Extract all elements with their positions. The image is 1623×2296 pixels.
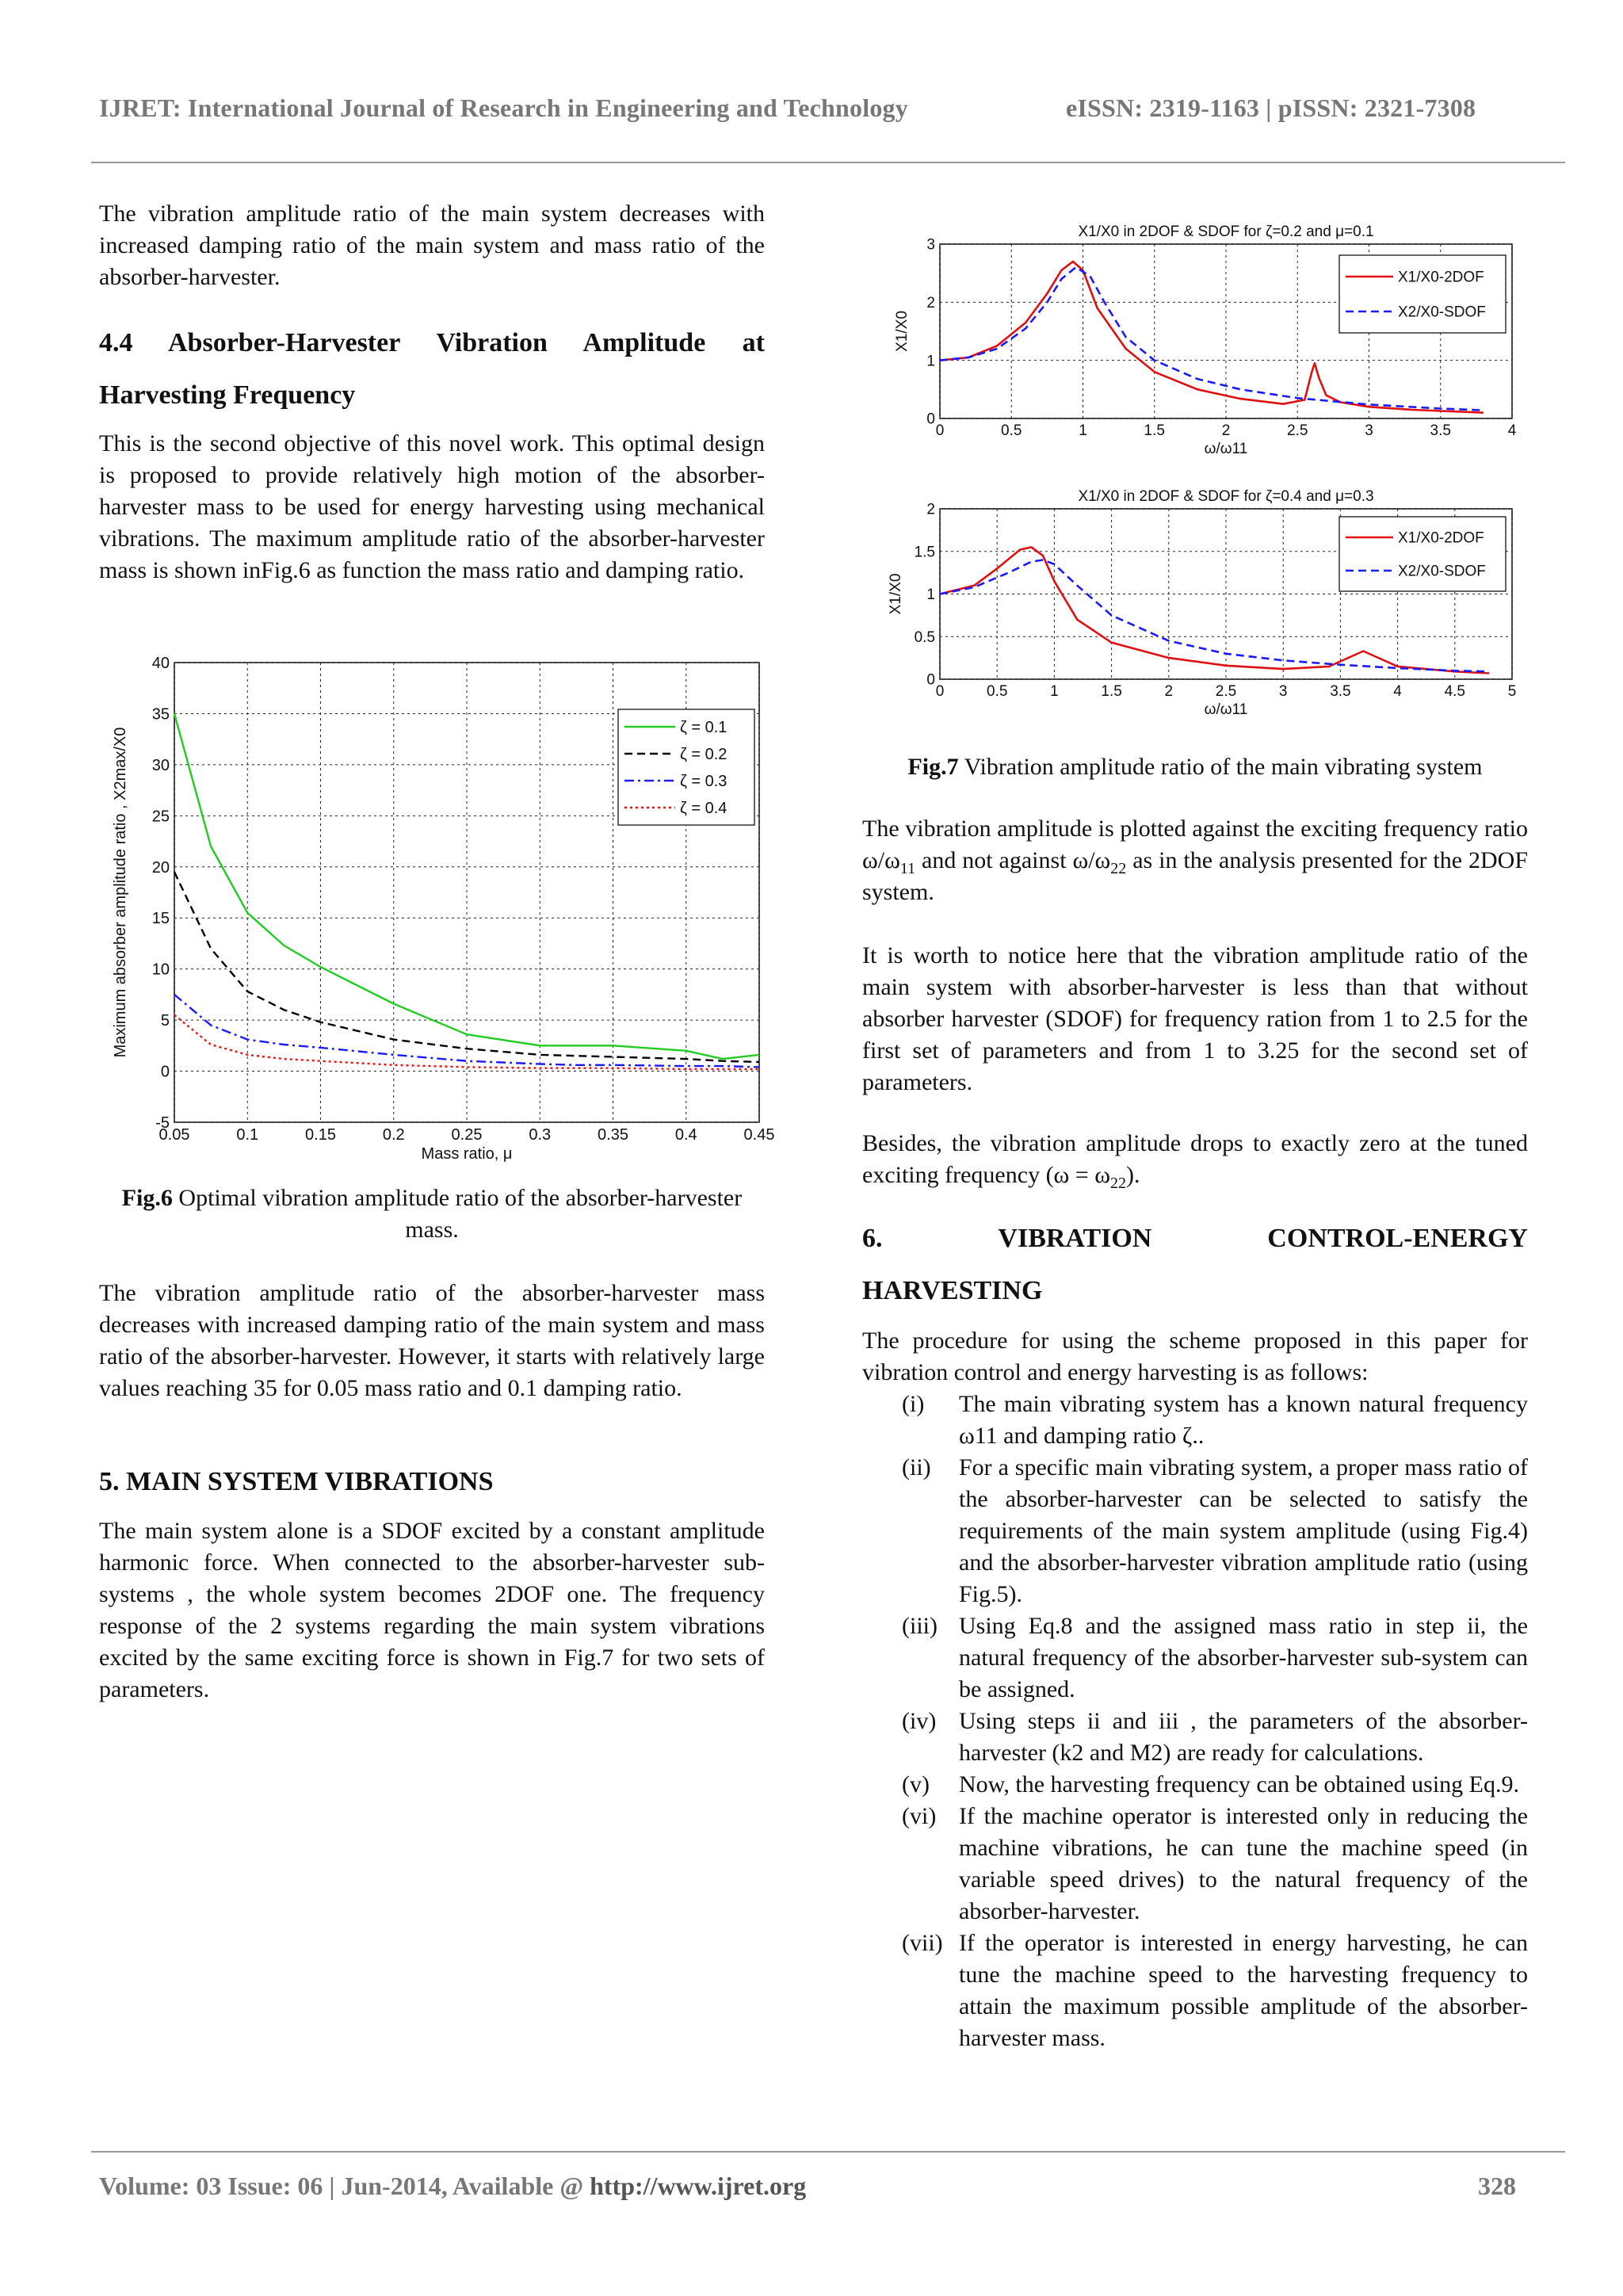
- y-axis-label: X1/X0: [894, 311, 911, 352]
- y-tick-label: 2: [926, 501, 935, 518]
- y-tick-label: 40: [151, 655, 170, 672]
- intro-paragraph: The vibration amplitude ratio of the main system decreases with increased damping ratio of the main system and mass ratio of the absorber-harvester.: [99, 201, 765, 290]
- step-number: (ii): [902, 1454, 931, 1480]
- procedure-step: [862, 1769, 1528, 1801]
- step-text: Using steps ii and iii , the parameters of the absorber-harvester (k2 and M2) are ready for calculations.: [959, 1708, 1528, 1766]
- issn: eISSN: 2319-1163 | pISSN: 2321-7308: [1066, 94, 1476, 122]
- y-tick-label: 0: [160, 1063, 170, 1081]
- x-tick-label: 0.3: [529, 1126, 552, 1144]
- fig7a-chart: [872, 212, 1537, 478]
- x-tick-label: 4.5: [1444, 683, 1466, 700]
- fig7-label: Fig.7: [907, 754, 959, 780]
- x-tick-label: 1: [1079, 422, 1087, 439]
- legend-label: ζ = 0.4: [680, 800, 727, 817]
- page-number: 328: [1478, 2172, 1516, 2200]
- section-6-word2: CONTROL-ENERGY: [1267, 1224, 1528, 1253]
- x-tick-label: 0.5: [986, 683, 1008, 700]
- x-tick-label: 1.5: [1101, 683, 1122, 700]
- x-tick-label: 2.5: [1287, 422, 1308, 439]
- p3-b: ).: [1125, 1162, 1140, 1188]
- legend-box: [1339, 255, 1506, 333]
- p1-a: The vibration amplitude is plotted against the exciting frequency ratio ω/ω: [862, 816, 1528, 873]
- section-6-num: 6.: [862, 1224, 883, 1253]
- x-tick-label: 2: [1164, 683, 1174, 700]
- x-tick-label: 0.1: [236, 1126, 259, 1144]
- chart-title: X1/X0 in 2DOF & SDOF for ζ=0.4 and μ=0.3: [1078, 488, 1374, 505]
- procedure-step: [862, 1452, 1528, 1610]
- y-tick-label: 1: [926, 353, 935, 370]
- x-tick-label: 0.2: [382, 1126, 405, 1144]
- p1-b: and not against ω/ω: [915, 847, 1111, 873]
- step-number: (i): [902, 1391, 925, 1417]
- right-paragraph-3: [862, 1128, 1528, 1191]
- step-number: (iii): [902, 1613, 938, 1639]
- procedure-step: [862, 1610, 1528, 1706]
- y-tick-label: 1: [926, 586, 935, 604]
- header-rule: [91, 162, 1565, 163]
- x-tick-label: 0: [935, 422, 945, 439]
- procedure-step: [862, 1389, 1528, 1452]
- fig7b-chart: [872, 476, 1537, 745]
- fig7-caption-text: Vibration amplitude ratio of the main vibrating system: [958, 754, 1483, 780]
- y-tick-label: 0.5: [914, 628, 935, 646]
- right-paragraph-2: It is worth to notice here that the vibration amplitude ratio of the main system with absorber-harvester is less than that without absorber harvester (SDOF) for frequency ration from 1 to 2.5 for the first set of parameters and from 1 to 3.25 for the second set of parameters.: [862, 942, 1528, 1095]
- procedure-step: [862, 1706, 1528, 1769]
- x-tick-label: 2: [1221, 422, 1231, 439]
- section-6-heading-line2: HARVESTING: [862, 1276, 1043, 1305]
- footer-volume: [99, 2172, 806, 2201]
- step-text: If the machine operator is interested only in reducing the machine vibrations, he can tune the machine speed (in variable speed drives) to the natural frequency of the absorber-harvester.: [959, 1803, 1528, 1924]
- section-6-intro: The procedure for using the scheme proposed in this paper for vibration control and energy harvesting is as follows:: [862, 1328, 1528, 1385]
- x-tick-label: 1.5: [1144, 422, 1165, 439]
- y-tick-label: 3: [926, 236, 935, 254]
- section-6-heading-line1: [862, 1213, 1528, 1265]
- legend-label: ζ = 0.2: [680, 746, 727, 763]
- y-tick-label: 10: [151, 961, 170, 979]
- x-tick-label: 0.4: [674, 1126, 697, 1144]
- step-number: (v): [902, 1771, 930, 1797]
- legend-label: X1/X0-2DOF: [1398, 529, 1484, 547]
- x-tick-label: 3.5: [1330, 683, 1351, 700]
- section-5-heading: 5. MAIN SYSTEM VIBRATIONS: [99, 1467, 494, 1496]
- after-fig6-paragraph: The vibration amplitude ratio of the absorber-harvester mass decreases with increased damping ratio of the main system and mass ratio of the absorber-harvester. However, it starts with relatively large values reaching 35 for 0.05 mass ratio and 0.1 damping ratio.: [99, 1280, 765, 1401]
- y-axis-label: X1/X0: [888, 573, 904, 615]
- y-tick-label: 30: [151, 756, 170, 774]
- chart-title: X1/X0 in 2DOF & SDOF for ζ=0.2 and μ=0.1: [1078, 223, 1374, 240]
- y-tick-label: 1.5: [914, 544, 935, 561]
- y-axis-label: Maximum absorber amplitude ratio , X2max/X0: [112, 727, 129, 1058]
- x-axis-label: ω/ω11: [1204, 701, 1248, 718]
- x-tick-label: 0.15: [305, 1126, 336, 1144]
- x-tick-label: 0.5: [1001, 422, 1022, 439]
- y-tick-label: 25: [151, 808, 170, 826]
- x-tick-label: 0.35: [598, 1126, 628, 1144]
- p3-a: Besides, the vibration amplitude drops to exactly zero at the tuned exciting frequency (ω = ω: [862, 1130, 1528, 1188]
- x-tick-label: 5: [1507, 683, 1517, 700]
- y-tick-label: 0: [926, 671, 935, 689]
- x-tick-label: 3.5: [1430, 422, 1451, 439]
- legend-label: X2/X0-SDOF: [1398, 304, 1486, 321]
- section-5-paragraph: The main system alone is a SDOF excited by a constant amplitude harmonic force. When connected to the absorber-harvester sub-systems , the whole system becomes 2DOF one. The frequency response of the 2 systems regarding the main system vibrations excited by the same exciting force is shown in Fig.7 for two sets of parameters.: [99, 1518, 765, 1702]
- x-tick-label: 0.05: [158, 1126, 190, 1144]
- fig7-caption: [862, 751, 1528, 783]
- p1-sub-11: 11: [899, 860, 916, 877]
- y-tick-label: 0: [926, 411, 935, 428]
- x-tick-label: 4: [1393, 683, 1402, 700]
- x-tick-label: 1: [1050, 683, 1059, 700]
- journal-title: IJRET: International Journal of Research in Engineering and Technology: [99, 94, 908, 122]
- step-text: If the operator is interested in energy harvesting, he can tune the machine speed to the harvesting frequency to attain the maximum possible amplitude of the absorber-harvester mass.: [959, 1930, 1528, 2051]
- footer-volume-text: Volume: 03 Issue: 06 | Jun-2014, Available @: [99, 2172, 590, 2200]
- procedure-step: [862, 1927, 1528, 2054]
- step-number: (vii): [902, 1930, 943, 1956]
- x-tick-label: 0: [935, 683, 945, 700]
- footer-rule: [91, 2151, 1565, 2153]
- procedure-steps: [862, 1389, 1528, 2054]
- section-4-4-heading-line1: 4.4 Absorber-Harvester Vibration Amplitude at: [99, 328, 765, 357]
- step-text: The main vibrating system has a known natural frequency ω11 and damping ratio ζ..: [959, 1391, 1528, 1449]
- footer-url-link[interactable]: http://www.ijret.org: [590, 2172, 807, 2200]
- p1-sub-22: 22: [1110, 860, 1127, 877]
- y-tick-label: 5: [160, 1012, 170, 1030]
- section-6-heading: [862, 1213, 1528, 1317]
- legend-label: ζ = 0.3: [680, 773, 727, 790]
- y-tick-label: 35: [151, 705, 170, 724]
- p1-c: as in the analysis presented for the 2DOF system.: [862, 847, 1529, 905]
- step-text: For a specific main vibrating system, a proper mass ratio of the absorber-harvester can be selected to satisfy the requirements of the main system amplitude (using Fig.4) and the absorber-harvester vibration amplitude ratio (using Fig.5).: [959, 1454, 1528, 1607]
- x-tick-label: 4: [1507, 422, 1517, 439]
- legend-box: [1339, 517, 1506, 591]
- step-text: Now, the harvesting frequency can be obtained using Eq.9.: [959, 1771, 1520, 1797]
- fig6-caption-text: Optimal vibration amplitude ratio of the absorber-harvester mass.: [172, 1185, 743, 1243]
- y-tick-label: 20: [151, 858, 170, 877]
- section-4-4-heading: [99, 317, 765, 422]
- fig6-caption: [99, 1182, 765, 1246]
- p3-sub-22: 22: [1109, 1175, 1126, 1192]
- legend-label: ζ = 0.1: [680, 719, 727, 736]
- y-tick-label: -5: [155, 1114, 170, 1132]
- fig6-label: Fig.6: [121, 1185, 173, 1211]
- right-paragraph-1: [862, 813, 1528, 908]
- y-tick-label: 2: [926, 294, 935, 311]
- x-tick-label: 0.25: [451, 1126, 483, 1144]
- x-tick-label: 0.45: [743, 1126, 775, 1144]
- fig6-chart: [95, 634, 777, 1173]
- step-number: (vi): [902, 1803, 937, 1829]
- x-axis-label: Mass ratio, μ: [421, 1145, 513, 1163]
- step-number: (iv): [902, 1708, 937, 1734]
- x-tick-label: 3: [1365, 422, 1373, 439]
- x-axis-label: ω/ω11: [1204, 441, 1248, 457]
- section-4-4-paragraph: This is the second objective of this novel work. This optimal design is proposed to provide relatively high motion of the absorber-harvester mass to be used for energy harvesting using mechanical vibrations. The maximum amplitude ratio of the absorber-harvester mass is shown inFig.6 as function the mass ratio and damping ratio.: [99, 430, 765, 583]
- section-4-4-heading-line2: Harvesting Frequency: [99, 380, 356, 410]
- y-tick-label: 15: [151, 910, 170, 928]
- x-tick-label: 2.5: [1215, 683, 1237, 700]
- legend-label: X1/X0-2DOF: [1398, 269, 1484, 286]
- step-text: Using Eq.8 and the assigned mass ratio in step ii, the natural frequency of the absorber-harvester sub-system can be assigned.: [959, 1613, 1528, 1702]
- x-tick-label: 3: [1278, 683, 1288, 700]
- procedure-step: [862, 1801, 1528, 1927]
- section-6-word1: VIBRATION: [998, 1224, 1152, 1253]
- legend-label: X2/X0-SDOF: [1398, 563, 1486, 580]
